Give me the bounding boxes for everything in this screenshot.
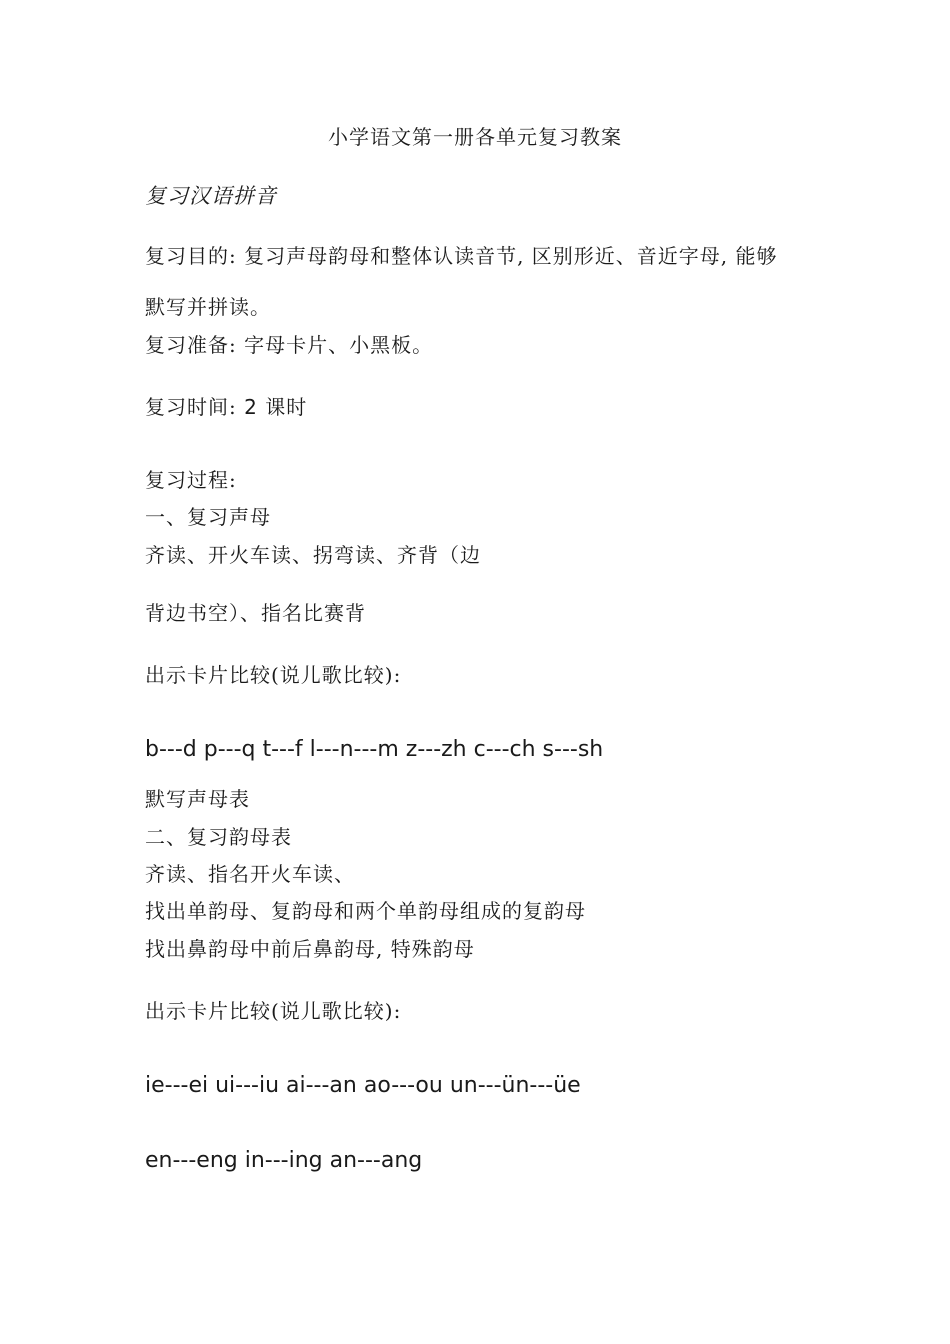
part2-task-1: 找出单韵母、复韵母和两个单韵母组成的复韵母 — [145, 899, 586, 923]
section-heading: 复习汉语拼音 — [145, 184, 277, 208]
review-goal-line-2: 默写并拼读。 — [145, 295, 271, 319]
part2-heading: 二、复习韵母表 — [145, 825, 292, 849]
part2-task-2: 找出鼻韵母中前后鼻韵母, 特殊韵母 — [145, 937, 475, 961]
part1-heading: 一、复习声母 — [145, 505, 271, 529]
review-time-suffix: 课时 — [257, 395, 308, 419]
review-goal-line-1: 复习目的: 复习声母韵母和整体认读音节, 区别形近、音近字母, 能够 — [145, 244, 778, 268]
part1-methods-line-1: 齐读、开火车读、拐弯读、齐背（边 — [145, 543, 481, 567]
vowel-pairs-line-1: ie---ei ui---iu ai---an ao---ou un---ün---üe — [145, 1073, 581, 1098]
document-title: 小学语文第一册各单元复习教案 — [328, 125, 622, 149]
dictation-line: 默写声母表 — [145, 787, 250, 811]
card-compare-label-2: 出示卡片比较(说儿歌比较): — [145, 999, 402, 1023]
review-time — [145, 394, 307, 420]
review-process-label: 复习过程: — [145, 468, 237, 492]
review-time-number: 2 — [244, 395, 258, 419]
review-time-prefix: 复习时间: — [145, 395, 245, 419]
part2-methods: 齐读、指名开火车读、 — [145, 862, 355, 886]
vowel-pairs-line-2: en---eng in---ing an---ang — [145, 1148, 423, 1173]
review-preparation: 复习准备: 字母卡片、小黑板。 — [145, 333, 434, 357]
card-compare-label-1: 出示卡片比较(说儿歌比较): — [145, 663, 402, 687]
consonant-pairs: b---d p---q t---f l---n---m z---zh c---ch s---sh — [145, 737, 604, 762]
part1-methods-line-2: 背边书空）、指名比赛背 — [145, 601, 366, 625]
